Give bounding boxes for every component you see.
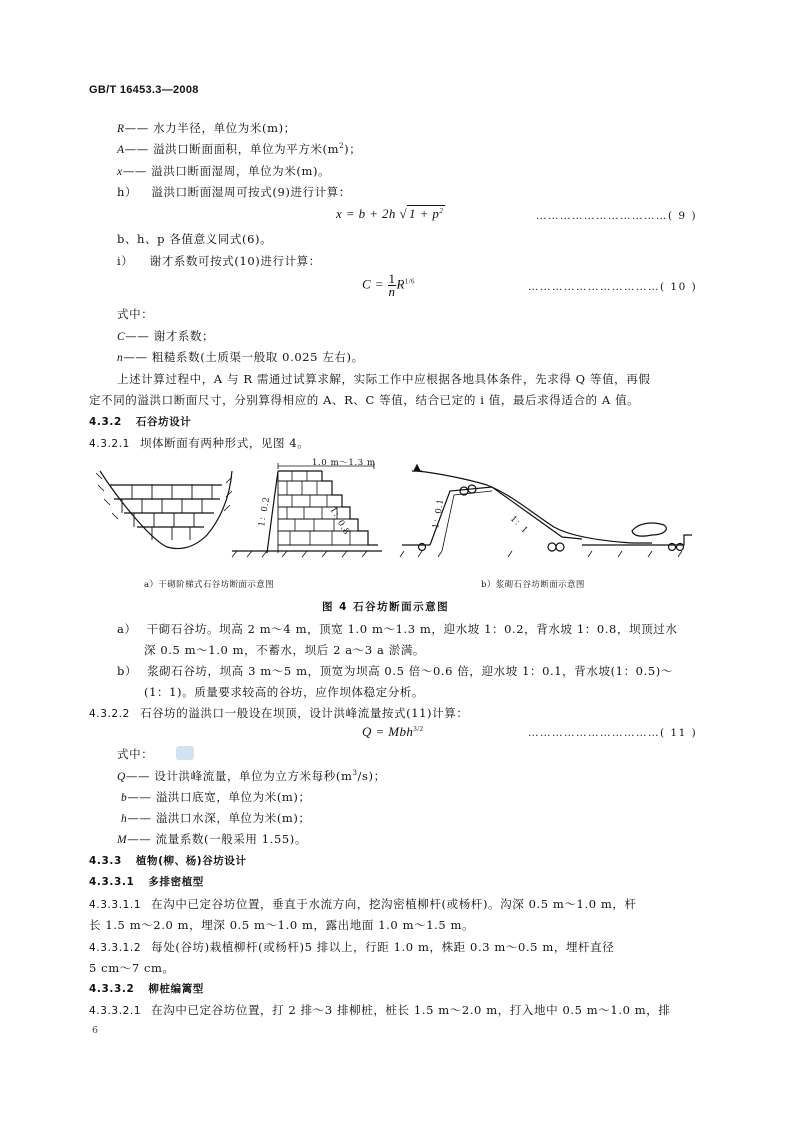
slope-label-upstream-a: 1：0.2 xyxy=(257,495,273,528)
definition-M xyxy=(117,831,307,847)
dam-courses xyxy=(278,471,368,553)
definition-x xyxy=(117,163,330,179)
upstream-face xyxy=(267,471,322,553)
superscript: 3/2 xyxy=(413,725,424,733)
section-title: 多排密植型 xyxy=(148,876,204,888)
downstream-rocks xyxy=(632,523,666,536)
section-4-3-3 xyxy=(89,853,247,868)
ground-hatching-a xyxy=(232,551,367,557)
slope-label-downstream-b: 1：1 xyxy=(507,514,530,537)
definition-tail: )； xyxy=(344,142,362,156)
section-text: 每处(谷坊)栽植柳杆(或杨杆)5 排以上，行距 1.0 m，株距 0.3 m～0.5 m，埋杆直径 xyxy=(151,940,615,954)
item-i xyxy=(117,253,321,269)
section-title: 柳桩编篱型 xyxy=(148,983,204,995)
section-4-3-3-1 xyxy=(89,874,204,889)
superscript: 2 xyxy=(439,207,444,215)
section-4-3-2-2 xyxy=(89,705,468,721)
equation-10 xyxy=(362,273,415,298)
definition-text: —— 水力半径，单位为米(m)； xyxy=(124,121,296,135)
eq-mid: = b + 2h xyxy=(342,206,396,221)
masonry-courses xyxy=(110,485,222,527)
item-a-line2: 深 0.5 m～1.0 m，不蓄水，坝后 2 a～3 a 淤满。 xyxy=(144,643,426,657)
standard-code: GB/T 16453.3—2008 xyxy=(89,84,199,96)
ground-hatching-b xyxy=(400,551,682,557)
leader-dots: …………………………… xyxy=(536,210,668,222)
section-number: 4.3.3.1 xyxy=(89,876,135,888)
section-number: 4.3.3.1.2 xyxy=(89,942,142,954)
equation-10-number xyxy=(528,281,697,293)
stone xyxy=(556,543,564,551)
slope-label-upstream-b: 1：0.1 xyxy=(431,497,447,530)
section-number: 4.3.3.1.1 xyxy=(89,899,142,911)
section-text: 坝体断面有两种形式，见图 4。 xyxy=(139,436,310,450)
flow-surface xyxy=(417,471,652,543)
section-number: 4.3.2.2 xyxy=(89,708,130,720)
dam-body-b xyxy=(430,487,582,545)
dam-section-figure xyxy=(92,455,712,595)
section-number: 4.3.2.1 xyxy=(89,438,130,450)
water-level-triangle xyxy=(414,465,420,471)
definition-text: —— 溢洪口水深，单位为米(m)； xyxy=(127,811,311,825)
figure-caption-b: b）浆砌石谷坊断面示意图 xyxy=(481,580,585,590)
superscript: 1/6 xyxy=(404,277,415,286)
eq-number: ( 11 ) xyxy=(660,727,698,739)
item-text: 谢才系数可按式(10)进行计算： xyxy=(149,254,321,268)
item-text: 浆砌石谷坊，坝高 3 m～5 m，顶宽为坝高 0.5 倍～0.6 倍，迎水坡 1：0.1，背水坡(1：0.5)～ xyxy=(147,664,673,678)
definition-text: —— 流量系数(一般采用 1.55)。 xyxy=(127,832,307,846)
item-h xyxy=(117,184,351,200)
item-text: 干砌石谷坊。坝高 2 m～4 m，顶宽 1.0 m～1.3 m，迎水坡 1：0.2，背水坡 1：0.8，坝顶过水 xyxy=(146,622,678,636)
definition-text: —— 溢洪口断面面积，单位为平方米(m xyxy=(124,142,340,156)
section-4-3-3-1-1-line2: 长 1.5 m～2.0 m，埋深 0.5 m～1.0 m，露出地面 1.0 m～1.5 m。 xyxy=(89,918,475,932)
equation-9-number xyxy=(536,210,697,222)
symbol: Q xyxy=(117,771,126,783)
figure-caption-a: a）干砌阶梯式石谷坊断面示意图 xyxy=(144,580,275,590)
section-number: 4.3.3.2.1 xyxy=(89,1005,142,1017)
section-title: 植物(柳、杨)谷坊设计 xyxy=(135,855,247,867)
symbol: b xyxy=(121,792,128,804)
definition-text: —— 粗糙系数(土质渠一般取 0.025 左右)。 xyxy=(123,350,364,364)
eq-base: R xyxy=(396,276,405,292)
equation-11-number xyxy=(528,727,697,739)
leader-dots: …………………………… xyxy=(528,727,660,739)
definition-C xyxy=(117,328,214,344)
frac-numerator: 1 xyxy=(388,271,396,286)
item-label: b） xyxy=(117,664,138,678)
eq-lhs: C = xyxy=(362,276,388,292)
definition-text: —— 溢洪口底宽，单位为米(m)； xyxy=(127,790,311,804)
section-text: 在沟中已定谷坊位置，打 2 排～3 排柳桩，桩长 1.5 m～2.0 m，打入地中 0.5 m～1.0 m，排 xyxy=(151,1003,671,1017)
superscript: 3 xyxy=(352,769,358,777)
section-4-3-2-1 xyxy=(89,435,309,451)
symbol: A xyxy=(117,144,125,156)
radicand-text: 1 + p xyxy=(409,206,440,221)
superscript: 2 xyxy=(339,142,345,150)
definition-R xyxy=(117,120,296,136)
slope-label-downstream-a: 1：0.8 xyxy=(327,505,352,537)
section-4-3-3-2 xyxy=(89,981,204,996)
section-4-3-3-1-2 xyxy=(89,939,614,955)
item-a xyxy=(117,621,677,637)
eq-number: ( 10 ) xyxy=(660,281,698,293)
definition-text: —— 谢才系数； xyxy=(125,329,215,343)
paragraph-line-2: 定不同的溢洪口断面尺寸，分别算得相应的 A、R、C 等值，结合已定的 i 值，最后求得适合的 A 值。 xyxy=(89,393,640,407)
paragraph-line-1: 上述计算过程中，A 与 R 需通过试算求解，实际工作中应根据各地具体条件，先求得 Q 等值，再假 xyxy=(117,372,651,386)
item-b xyxy=(117,663,673,679)
page-number: 6 xyxy=(92,1025,99,1036)
definition-h xyxy=(121,810,311,826)
gully-profile xyxy=(100,471,232,549)
definition-text: —— 溢洪口断面湿周，单位为米(m)。 xyxy=(122,164,331,178)
definition-text: —— 设计洪峰流量，单位为立方米每秒(m xyxy=(125,769,353,783)
equation-9 xyxy=(336,206,445,222)
top-width-label: 1.0 m～1.3 m xyxy=(312,458,376,468)
item-text: 溢洪口断面湿周可按式(9)进行计算： xyxy=(151,185,351,199)
definition-tail: /s)； xyxy=(357,769,386,783)
item-label: i） xyxy=(117,254,134,268)
sqrt-sign: √ xyxy=(399,206,408,221)
dam-joints xyxy=(287,471,350,545)
section-4-3-3-1-2-line2: 5 cm～7 cm。 xyxy=(89,961,175,975)
eq-lhs: x xyxy=(336,206,343,221)
eq-number: ( 9 ) xyxy=(668,210,698,222)
symbol: M xyxy=(117,834,128,846)
section-number: 4.3.3.2 xyxy=(89,983,135,995)
equation-11 xyxy=(362,724,423,740)
section-number: 4.3.2 xyxy=(89,416,122,428)
where-label-1: 式中： xyxy=(117,307,154,321)
symbol: x xyxy=(117,166,123,178)
note-eq9: b、h、p 各值意义同式(6)。 xyxy=(117,232,273,246)
symbol: h xyxy=(121,813,128,825)
item-b-line2: (1：1)。质量要求较高的谷坊，应作坝体稳定分析。 xyxy=(144,685,425,699)
symbol: R xyxy=(117,123,125,135)
section-4-3-3-2-1 xyxy=(89,1002,670,1018)
frac-denominator: n xyxy=(388,284,396,299)
symbol: n xyxy=(117,352,124,364)
item-label: a） xyxy=(117,622,137,636)
where-label-2: 式中： xyxy=(117,747,154,761)
watermark-logo xyxy=(176,746,194,760)
definition-Q xyxy=(117,768,386,784)
eq-lhs: Q = Mbh xyxy=(362,724,414,739)
definition-A xyxy=(117,141,361,157)
radicand xyxy=(407,205,445,221)
section-number: 4.3.3 xyxy=(89,855,122,867)
section-title: 石谷坊设计 xyxy=(135,416,192,428)
section-text: 在沟中已定谷坊位置，垂直于水流方向，挖沟密植柳杆(或杨杆)。沟深 0.5 m～1.0 m，杆 xyxy=(151,897,637,911)
section-text: 石谷坊的溢洪口一般设在坝顶，设计洪峰流量按式(11)计算： xyxy=(139,706,469,720)
stone xyxy=(548,543,556,551)
symbol: C xyxy=(117,331,126,343)
leader-dots: …………………………… xyxy=(528,281,660,293)
figure-title: 图 4 石谷坊断面示意图 xyxy=(322,601,450,613)
definition-b xyxy=(121,789,311,805)
dam-inner-b xyxy=(442,491,492,551)
item-label: h） xyxy=(117,185,138,199)
section-4-3-3-1-1 xyxy=(89,896,637,912)
section-4-3-2 xyxy=(89,414,191,429)
definition-n xyxy=(117,349,364,365)
